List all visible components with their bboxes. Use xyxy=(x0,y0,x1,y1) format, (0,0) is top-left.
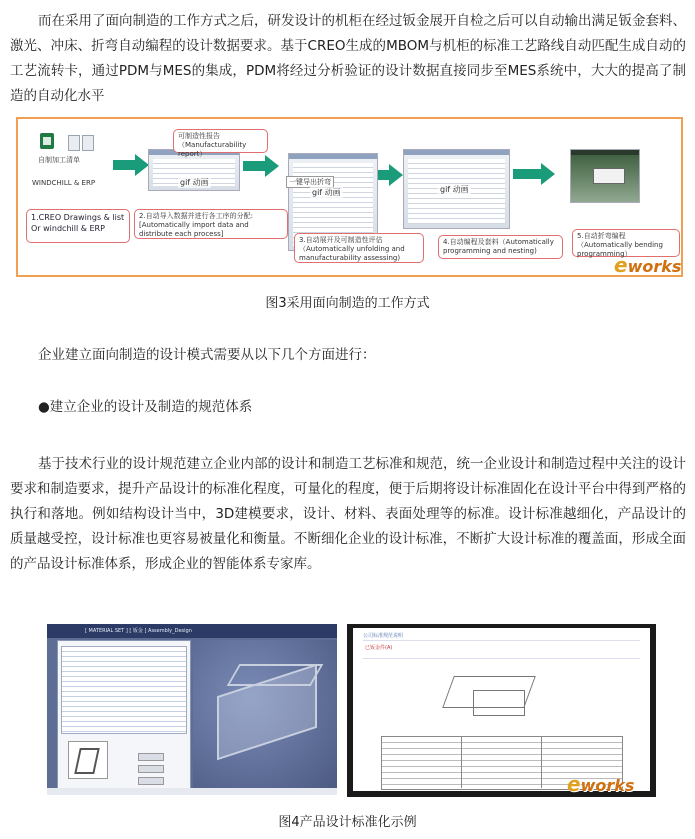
figure3-workflow-diagram xyxy=(16,117,683,277)
part-preview xyxy=(68,741,108,779)
gif-label: gif 动画 xyxy=(312,188,341,197)
excel-file-icon xyxy=(40,133,54,149)
paragraph-standards: 基于技术行业的设计规范建立企业内部的设计和制造工艺标准和规范，统一企业设计和制造过程中关注的设计要求和制造要求，提升产品设计的标准化程度，可量化的程度，便于后期将设计标准固化在设计平台中得到严格的执行和落地。例如结构设计当中，3D建模要求，设计、材料、表面处理等的标准。设计标准越细化，产品设计的质量越受控，设计标准也更容易被量化和衡量。不断细化企业的设计标准，不断扩大设计标准的覆盖面，形成全面的产品设计标准体系，形成企业的智能体系专家库。 xyxy=(10,456,686,572)
source-label: WINDCHILL & ERP xyxy=(32,179,96,187)
doc-title: 公司标准规范说明 xyxy=(363,633,404,639)
document-icon xyxy=(82,135,94,151)
figure4-cad-screenshot xyxy=(47,624,337,795)
callout-step-5: 5.自动折弯编程 （Automatically bending programming） xyxy=(572,229,680,257)
gif-label: gif 动画 xyxy=(180,178,209,187)
intro-line: 企业建立面向制造的设计模式需要从以下几个方面进行： xyxy=(38,347,376,363)
callout-step-2: 2.自动导入数据并进行各工序的分配: [Automatically import data and distribute each process] xyxy=(134,209,288,239)
cad-standard-panel xyxy=(57,640,191,790)
document-icon xyxy=(68,135,80,151)
mini-label: 一键导出折弯 xyxy=(286,176,334,188)
paragraph-automation: 而在采用了面向制造的工作方式之后，研发设计的机柜在经过钣金展开自检之后可以自动输出满足钣金套料、激光、冲床、折弯自动编程的设计数据要求。基于CREO生成的MBOM与机柜的标准工艺路线自动匹配生成自动的工艺流转卡，通过PDM与MES的集成，PDM将经过分析验证的设计数据直接同步至MES系统中，大大的提高了制造的自动化水平 xyxy=(10,13,686,104)
gif-label: gif 动画 xyxy=(440,185,469,194)
eworks-watermark: eworks xyxy=(567,772,635,796)
bullet-heading: ●建立企业的设计及制造的规范体系 xyxy=(38,399,253,415)
screenshot-thumbnail xyxy=(570,149,640,203)
figure4-standard-document xyxy=(347,624,656,797)
icon-label: 自制加工清单 xyxy=(38,156,80,164)
callout-step-4: 4.自动编程及套料（Automatically programming and nesting) xyxy=(438,235,563,259)
figure4-caption: 图4产品设计标准化示例 xyxy=(278,815,417,830)
eworks-watermark: eworks xyxy=(614,253,682,277)
doc-subtitle: 已钣金件(A) xyxy=(365,645,393,651)
figure3-caption: 图3采用面向制造的工作方式 xyxy=(265,296,430,311)
callout-step-1: 1.CREO Drawings & list Or windchill & ERP xyxy=(26,209,130,243)
callout-report: 可制造性报告 （Manufacturability report） xyxy=(173,129,268,153)
cad-window-title: [ MATERIAL SET ] [ 钣金 ] Assembly_Design xyxy=(85,628,192,634)
callout-step-3: 3.自动展开及可制造性评估 （Automatically unfolding and manufacturability assessing) xyxy=(294,233,424,263)
cad-3d-viewport xyxy=(193,640,337,788)
